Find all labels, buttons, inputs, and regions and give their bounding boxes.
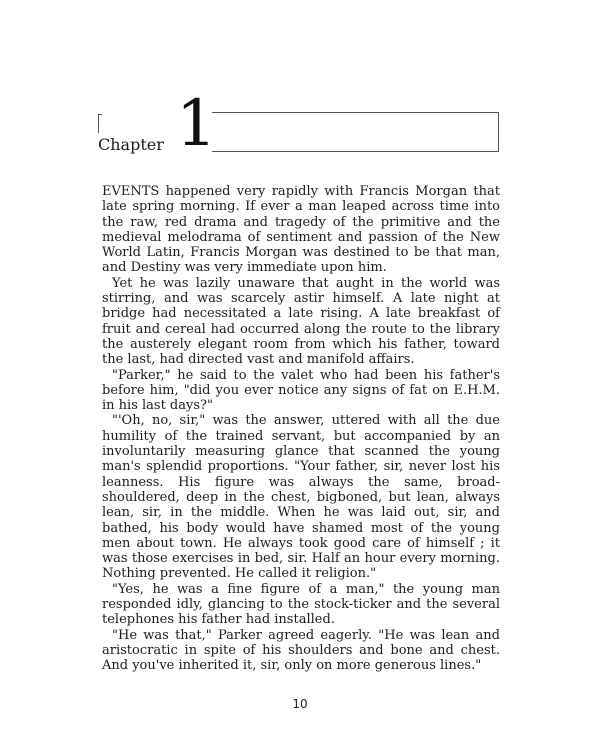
- chapter-rule-box: [212, 112, 499, 152]
- paragraph: "He was that," Parker agreed eagerly. "He was lean and aristocratic in spite of his shoulders and bone and chest. And you've inherited it, sir, only on more generous lines.": [102, 627, 500, 674]
- chapter-rule-left: [98, 114, 99, 133]
- chapter-heading: [98, 87, 500, 161]
- paragraph: "Yes, he was a fine figure of a man," the young man responded idly, glancing to the stock-ticker and the several telephones his father had installed.: [102, 581, 500, 628]
- chapter-rule-left-top: [98, 114, 102, 115]
- chapter-number: 1: [176, 87, 217, 161]
- chapter-body: [102, 184, 500, 674]
- paragraph: Yet he was lazily unaware that aught in the world was stirring, and was scarcely astir himself. A late night at bridge had necessitated a late rising. A late breakfast of fruit and cereal had occurred along the route to the library the austerely elegant room from which his father, toward the last, had directed vast and manifold affairs.: [102, 275, 500, 368]
- paragraph: "Parker," he said to the valet who had been his father's before him, "did you ever notice any signs of fat on E.H.M. in his last days?": [102, 367, 500, 414]
- chapter-label: Chapter: [98, 135, 164, 154]
- page-number: 10: [292, 697, 308, 711]
- paragraph: "'Oh, no, sir," was the answer, uttered with all the due humility of the trained servant, but accompanied by an involuntarily measuring glance that scanned the young man's splendid proportions. "Your father, sir, never lost his leanness. His figure was always the same, broad-shouldered, deep in the chest, bigboned, but lean, always lean, sir, in the middle. When he was laid out, sir, and bathed, his body would have shamed most of the young men about town. He always took good care of himself ; it was those exercises in bed, sir. Half an hour every morning. Nothing prevented. He called it religion.": [102, 413, 500, 582]
- paragraph: EVENTS happened very rapidly with Francis Morgan that late spring morning. If ever a man leaped across time into the raw, red drama and tragedy of the primitive and the medieval melodrama of sentiment and passion of the New World Latin, Francis Morgan was destined to be that man, and Destiny was very immediate upon him.: [102, 184, 500, 276]
